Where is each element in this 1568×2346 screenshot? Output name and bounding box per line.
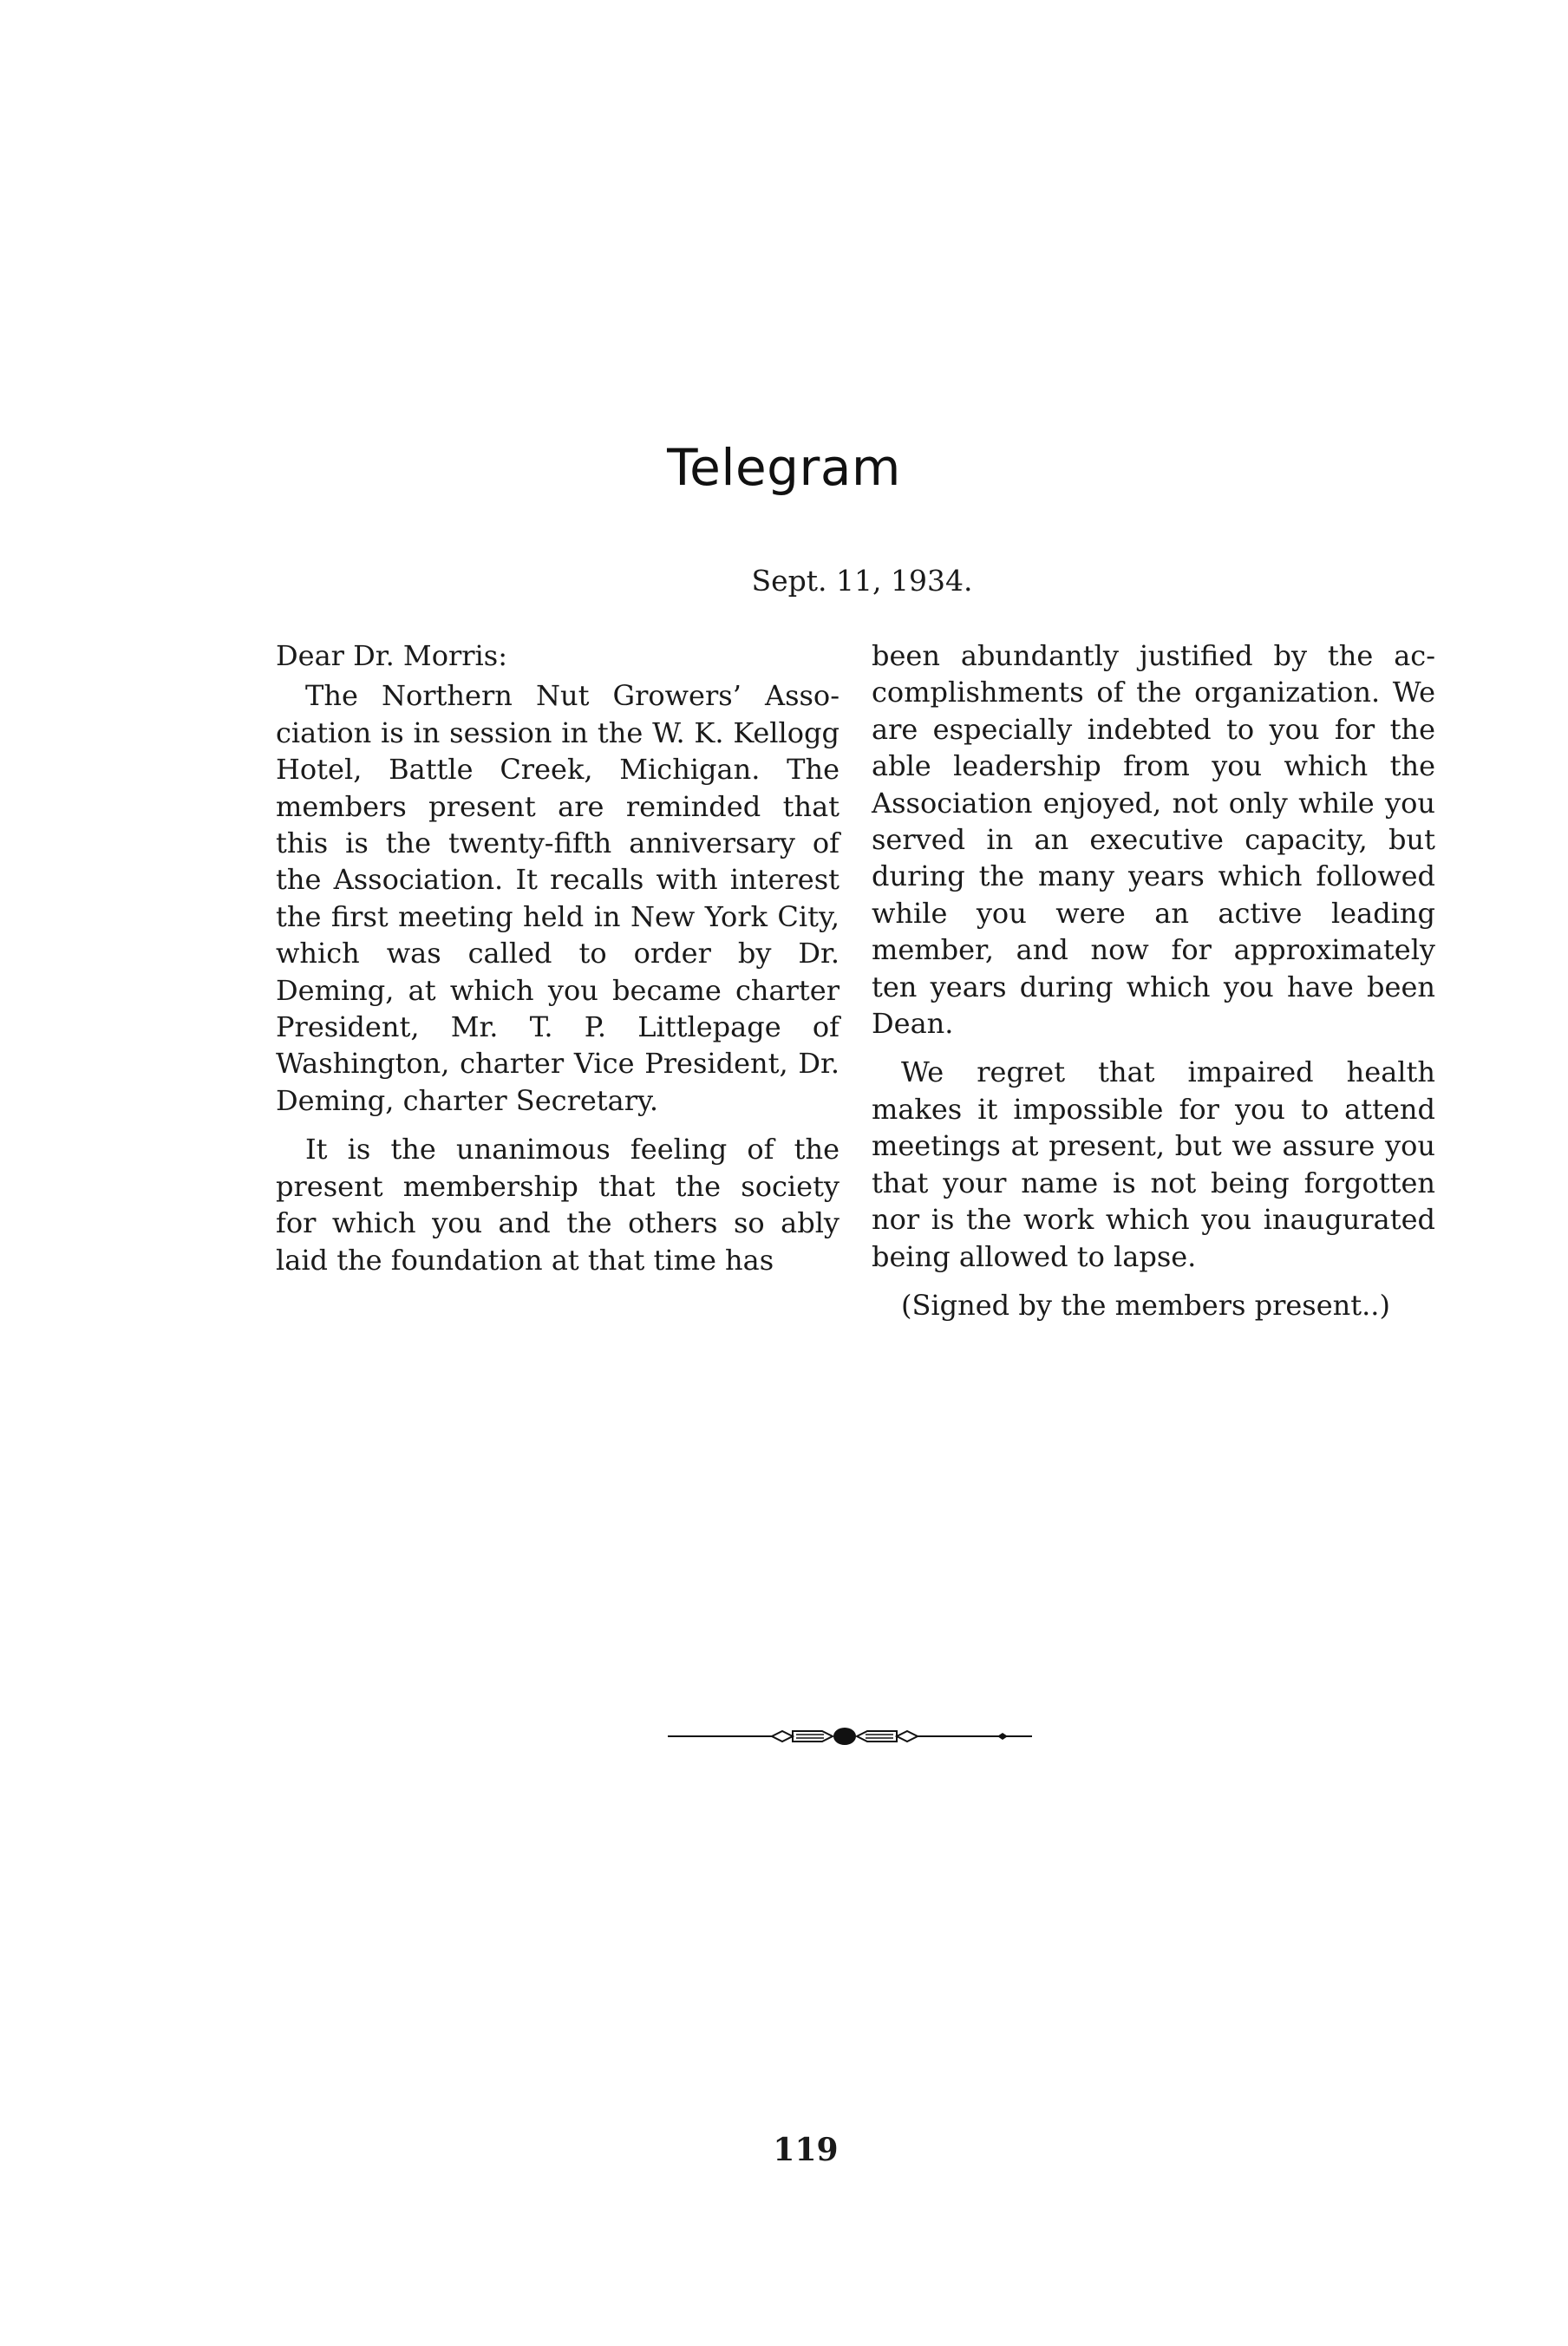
- paragraph-2: It is the unanimous feeling of the present membership that the society for which you and the others so ably laid the foundation at that time has: [276, 1133, 840, 1277]
- right-column: [872, 637, 1435, 1336]
- left-column: [276, 637, 840, 1291]
- salutation: Dear Dr. Morris:: [276, 639, 507, 672]
- telegram-date: Sept. 11, 1934.: [751, 564, 973, 598]
- paragraph-3: We regret that impaired health makes it impossible for you to attend meetings at present, but we assure you that your name is not being forgotten nor is the work which you inaugurated being allowed to lapse.: [872, 1055, 1435, 1273]
- paragraph-2-continued: been abundantly justified by the accomplishments of the organization. We are especially indebted to you for the able leadership from you which the Association enjoyed, not only while you served in an executive capacity, but during the many years which followed while you were an active leading member, and now for approximately ten years during which you have been Dean.: [872, 639, 1435, 1041]
- page-title: Telegram: [667, 438, 901, 497]
- paragraph-1: The Northern Nut Growers’ Association is in session in the W. K. Kellogg Hotel, Battle Creek, Michigan. The members present are reminded that this is the twenty-fifth anniversary of the Association. It recalls with interest the first meeting held in New York City, which was called to order by Dr. Deming, at which you became charter President, Mr. T. P. Littlepage of Washington, charter Vice President, Dr. Deming, charter Secretary.: [276, 679, 840, 1117]
- signature-line: (Signed by the members present..): [901, 1288, 1390, 1322]
- page-number: 119: [773, 2132, 839, 2168]
- decorative-divider-icon: [668, 1719, 1032, 1754]
